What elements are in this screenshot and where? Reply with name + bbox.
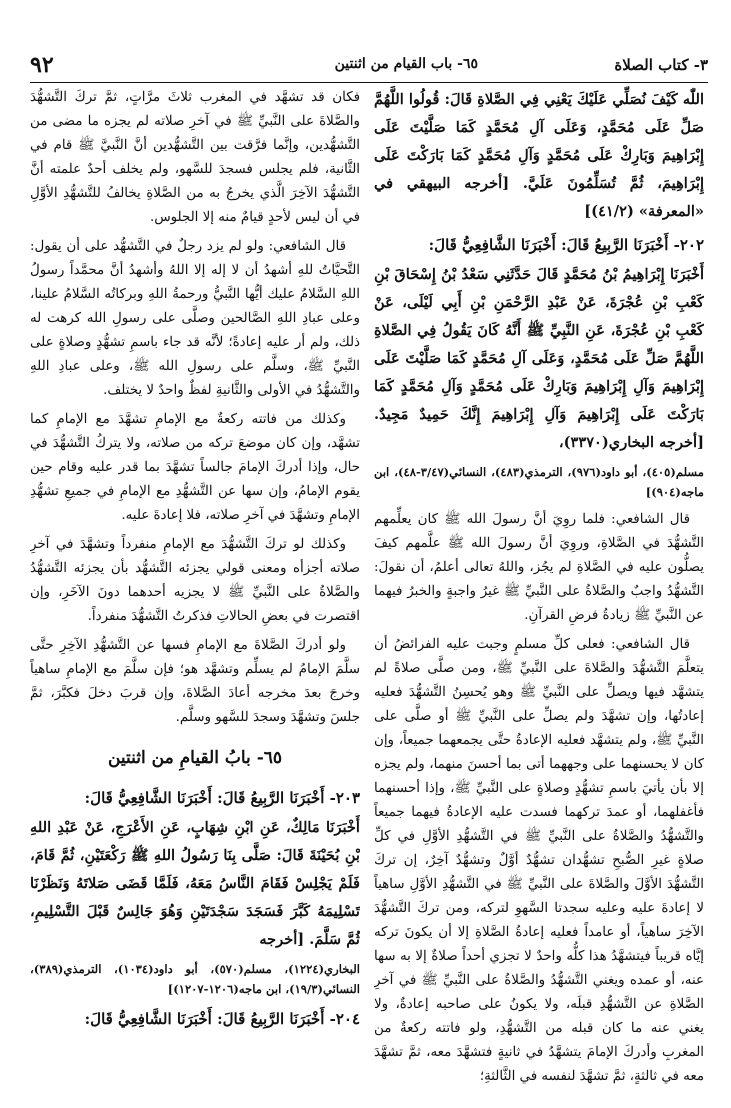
hadith-heading-203: ٢٠٣- أَخْبَرَنَا الرَّبِيعُ قَالَ: أَخْبَرَنَا الشَّافِعِيُّ قَالَ:	[84, 789, 360, 807]
commentary-paragraph: ولو أدركَ الصَّلاةَ مع الإمامِ فسها عن التَّشهُّدِ الآخِرِ حتَّى سلَّمَ الإمامُ لم يسلِّم وتشهَّد هو؛ فإن سلَّمَ مع الإمامِ ساهياً وخرجَ بعدَ مخرجه أعادَ الصَّلاةَ، وإن قربَ دخلَ فكبَّرَ، ثمَّ جلسَ وتشهَّدَ وسجدَ للسَّهو وسلَّم.	[30, 638, 360, 725]
right-column	[374, 86, 704, 1086]
commentary-paragraph: قال الشافعي: ولو لم يزد رجلٌ في التَّشهُّد على أن يقول: التَّحيَّاتُ للهِ أشهدُ أن لا إله إلا اللهُ وأشهدُ أنَّ محمَّداً رسولُ اللهِ السَّلامُ عليك أيُّها النَّبيُّ ورحمةُ اللهِ وبركاتُه السَّلامُ علينا، وعلى عبادِ اللهِ الصَّالحين وصلَّى على رسولِ الله كرهت له ذلك، ولم أر عليه إعادةً؛ لأنَّه قد جاء باسمِ تشهُّدٍ وصلاةٍ على النَّبيِّ ﷺ، وسلَّم على رسولِ الله ﷺ، وعلى عبادِ اللهِ والتَّشهُّدُ في الأولى والثَّانيةِ لفظٌ واحدٌ لا يختلف.	[30, 239, 360, 398]
hadith-heading-202: ٢٠٢- أَخْبَرَنَا الرَّبِيعُ قَالَ: أَخْبَرَنَا الشَّافِعِيُّ قَالَ:	[428, 236, 704, 254]
hadith-text: أَخْبَرَنَا مَالِكٌ، عَنِ ابْنِ شِهَابٍ، عَنِ الأَعْرَجِ، عَنْ عَبْدِ اللهِ بْنِ بُحَيْنَةَ قَالَ: صَلَّى بِنَا رَسُولُ اللهِ ﷺ رَكْعَتَيْنِ، ثُمَّ قَامَ، فَلَمْ يَجْلِسْ فَقَامَ النَّاسُ مَعَهُ، فَلَمَّا قَضَى صَلاتَهُ وَنَظَرْنَا تَسْلِيمَهُ كَبَّرَ فَسَجَدَ سَجْدَتَيْنِ وَهُوَ جَالِسٌ قَبْلَ التَّسْلِيمِ، ثُمَّ سَلَّمَ. [أخرجه	[30, 819, 360, 948]
takhrij-reference: مسلم(٤٠٥)، أبو داود(٩٧٦)، الترمذي(٤٨٣)، النسائي(٣/٤٧-٤٨)، ابن ماجه(٩٠٤)]	[374, 465, 704, 499]
hadith-text: اللّٰه كَيْفَ نُصَلِّي عَلَيْكَ يَعْنِي فِي الصَّلاةِ قَالَ: قُولُوا اللَّهُمَّ صَلِّ عَلَى مُحَمَّدٍ، وَعَلَى آلِ مُحَمَّدٍ كَمَا صَلَّيْتَ عَلَى إِبْرَاهِيمَ وَبَارِكْ عَلَى مُحَمَّدٍ وَآلِ مُحَمَّدٍ كَمَا بَارَكْتَ عَلَى إِبْرَاهِيمَ، ثُمَّ تُسَلِّمُونَ عَلَيَّ. [أخرجه البيهقي في «المعرفة» (٤١/٢)]	[374, 91, 704, 220]
commentary-paragraph: وكذلك لو تركَ التَّشهُّدَ مع الإمامِ منفرداً وتشهَّدَ في آخرِ صلاته أجزأه ومعنى قولي يجزئه التَّشهُّد بأن يجزئه التَّشهُّدُ والصَّلاةُ على النَّبيِّ ﷺ لا يجزيه أحدهما دونَ الآخَرِ، وإن اقتصرت في بعضِ الحالاتِ فذكرتُ التَّشهُّدَ منفرداً.	[30, 537, 360, 624]
commentary-paragraph: وكذلك من فاتته ركعةٌ مع الإمامِ تشهَّدَ مع الإمامِ كما تشهَّد، وإن كان موضعَ تركه من صلاته، ولا يتركُ التَّشهُّدَ في حال، وإذا أدركَ الإمامَ جالساً تشهَّدَ بما قدر عليه وقام حين يقوم الإمامُ، وإن سها عن التَّشهُّدِ مع الإمامِ في جميعِ تشهُّدِ الإمامِ وتشهَّدَ في آخرِ صلاته، فلا إعادةَ عليه.	[30, 412, 360, 523]
hadith-text: أَخْبَرَنَا إِبْرَاهِيمُ بْنُ مُحَمَّدٍ قَالَ حَدَّثَنِي سَعْدُ بْنُ إِسْحَاقَ بْنِ كَعْبِ بْنِ عُجْرَةَ، عَنْ عَبْدِ الرَّحْمَنِ بْنِ أَبِي لَيْلَى، عَنْ كَعْبِ بْنِ عُجْرَةَ، عَنِ النَّبِيِّ ﷺ أَنَّهُ كَانَ يَقُولُ فِي الصَّلاةِ اللَّهُمَّ صَلِّ عَلَى مُحَمَّدٍ، وَعَلَى آلِ مُحَمَّدٍ كَمَا صَلَّيْتَ عَلَى إِبْرَاهِيمَ وَآلِ إِبْرَاهِيمَ وَبَارِكْ عَلَى مُحَمَّدٍ وَآلِ مُحَمَّدٍ كَمَا بَارَكْتَ عَلَى إِبْرَاهِيمَ وَآلِ إِبْرَاهِيمَ إِنَّكَ حَمِيدٌ مَجِيدٌ. [أخرجه البخاري(٣٣٧٠)،	[374, 266, 704, 451]
page-header	[30, 52, 708, 83]
page-number: ٩٢	[30, 52, 54, 78]
takhrij-reference: البخاري(١٢٢٤)، مسلم(٥٧٠)، أبو داود(١٠٣٤)، الترمذي(٣٨٩)، النسائي(١٩/٣)، ابن ماجه(١٢٠٦-١٢٠٧)]	[30, 962, 360, 996]
hadith-heading-204: ٢٠٤- أَخْبَرَنَا الرَّبِيعُ قَالَ: أَخْبَرَنَا الشَّافِعِيُّ قَالَ:	[84, 1010, 360, 1028]
left-column	[30, 86, 360, 1086]
running-head-section: ٦٥- باب القيام من اثنتين	[334, 56, 478, 72]
running-head-chapter: ٣- كتاب الصلاة	[614, 56, 708, 74]
chapter-title: ٦٥- بابُ القيامِ من اثنتين	[107, 748, 283, 768]
commentary-paragraph: قال الشافعي: فلما روِيَ أنَّ رسولَ الله ﷺ كان يعلِّمهم التَّشهُّدَ في الصَّلاةِ، وروِيَ أنَّ رسولَ الله ﷺ علَّمهم كيفَ يصلُّون عليه في الصَّلاةِ لم يجُز، واللهُ تعالى أعلمُ، أن نقولَ: التَّشهُّدُ واجبٌ والصَّلاةُ على النَّبيِّ ﷺ غيرُ واجبةٍ والخبرُ فيهما عن النَّبيِّ ﷺ زيادةُ فرضِ القرآنِ.	[374, 512, 704, 623]
commentary-paragraph: فكان قد تشهَّد في المغرب ثلاثَ مرَّاتٍ، ثمَّ تركَ التَّشهُّدَ والصَّلاةَ على النَّبيِّ ﷺ في آخرِ صلاته لم يجزه ما مضى من التَّشهُّدين، وإنَّما فرَّقت بين التَّشهُّدين أنَّ النَّبيَّ ﷺ قام في الثَّانية، فلم يجلس فسجدَ للسَّهو، ولم يخلف أحدٌ علمته أنَّ التَّشهُّدَ الآخِرَ الَّذي يخرجُ به من الصَّلاةِ يخالفُ للتَّشهُّدِ الأوَّلِ في أن ليس لأحدٍ قيامٌ منه إلا الجلوس.	[30, 90, 360, 225]
commentary-paragraph: قال الشافعي: فعلى كلِّ مسلمٍ وجبت عليه الفرائضُ أن يتعلَّمَ التَّشهُّدَ والصَّلاةَ على النَّبيِّ ﷺ، ومن صلَّى صلاةً لم يتشهَّد فيها ويصلِّ على النَّبيِّ ﷺ وهو يُحسِنُ التَّشهُّدَ فعليه إعادتُها، وإن تشهَّدَ ولم يصلِّ على النَّبيِّ ﷺ أو صلَّى على النَّبيِّ ﷺ، ولم يتشهَّد فعليه الإعادةُ حتَّى يجمعهما جميعاً، وإن كان لا يحسنهما على وجههما أتى بما أحسنَ منهما، ولم يجزه إلا بأن يأتيَ باسمِ تشهُّدٍ وصلاةٍ على النَّبيِّ ﷺ، وإذا أحسنهما فأغفلهما، أو عمدَ تركهما فسدت عليه الإعادةُ فيهما جميعاً والتَّشهُّدُ والصَّلاةُ على النَّبيِّ ﷺ في التَّشهُّدِ الأوَّلِ في كلِّ صلاةٍ غيرِ الصُّبحِ تشهُّدان تشهُّدٌ أوَّلٌ وتشهُّدٌ آخِرٌ، إن تركَ التَّشهُّدَ الأوَّلَ والصَّلاةَ على النَّبيِّ ﷺ في التَّشهُّدِ الأوَّلِ ساهياً لا إعادةَ عليه وعليه سجدتا السَّهوِ لتركه، ومن تركَ التَّشهُّدَ الآخِرَ ساهياً، أو عامداً فعليه إعادةُ الصَّلاةِ إلا أن يكونَ تركه إيَّاه قريباً فيتشهَّدُ هذا كلُّه واحدٌ لا تجزي أحداً صلاةٌ إلا به سها عنه، أو عمده ويغني التَّشهُّدُ والصَّلاةُ على النَّبيِّ ﷺ في آخرِ الصَّلاةِ عن التَّشهُّدِ قبلَه، ولا يكونُ على صاحبه إعادةٌ، ولا يغني عنه ما كان قبله من التَّشهُّدِ، ولو فاتته ركعةٌ من المغربِ وأدركَ الإمامَ يتشهَّدُ في ثانيةٍ فتشهَّدَ معه، ثمَّ تشهَّدَ معه في ثالثةٍ، ثمَّ تشهَّدَ لنفسه في الثَّالثةِ؛	[374, 637, 704, 1084]
